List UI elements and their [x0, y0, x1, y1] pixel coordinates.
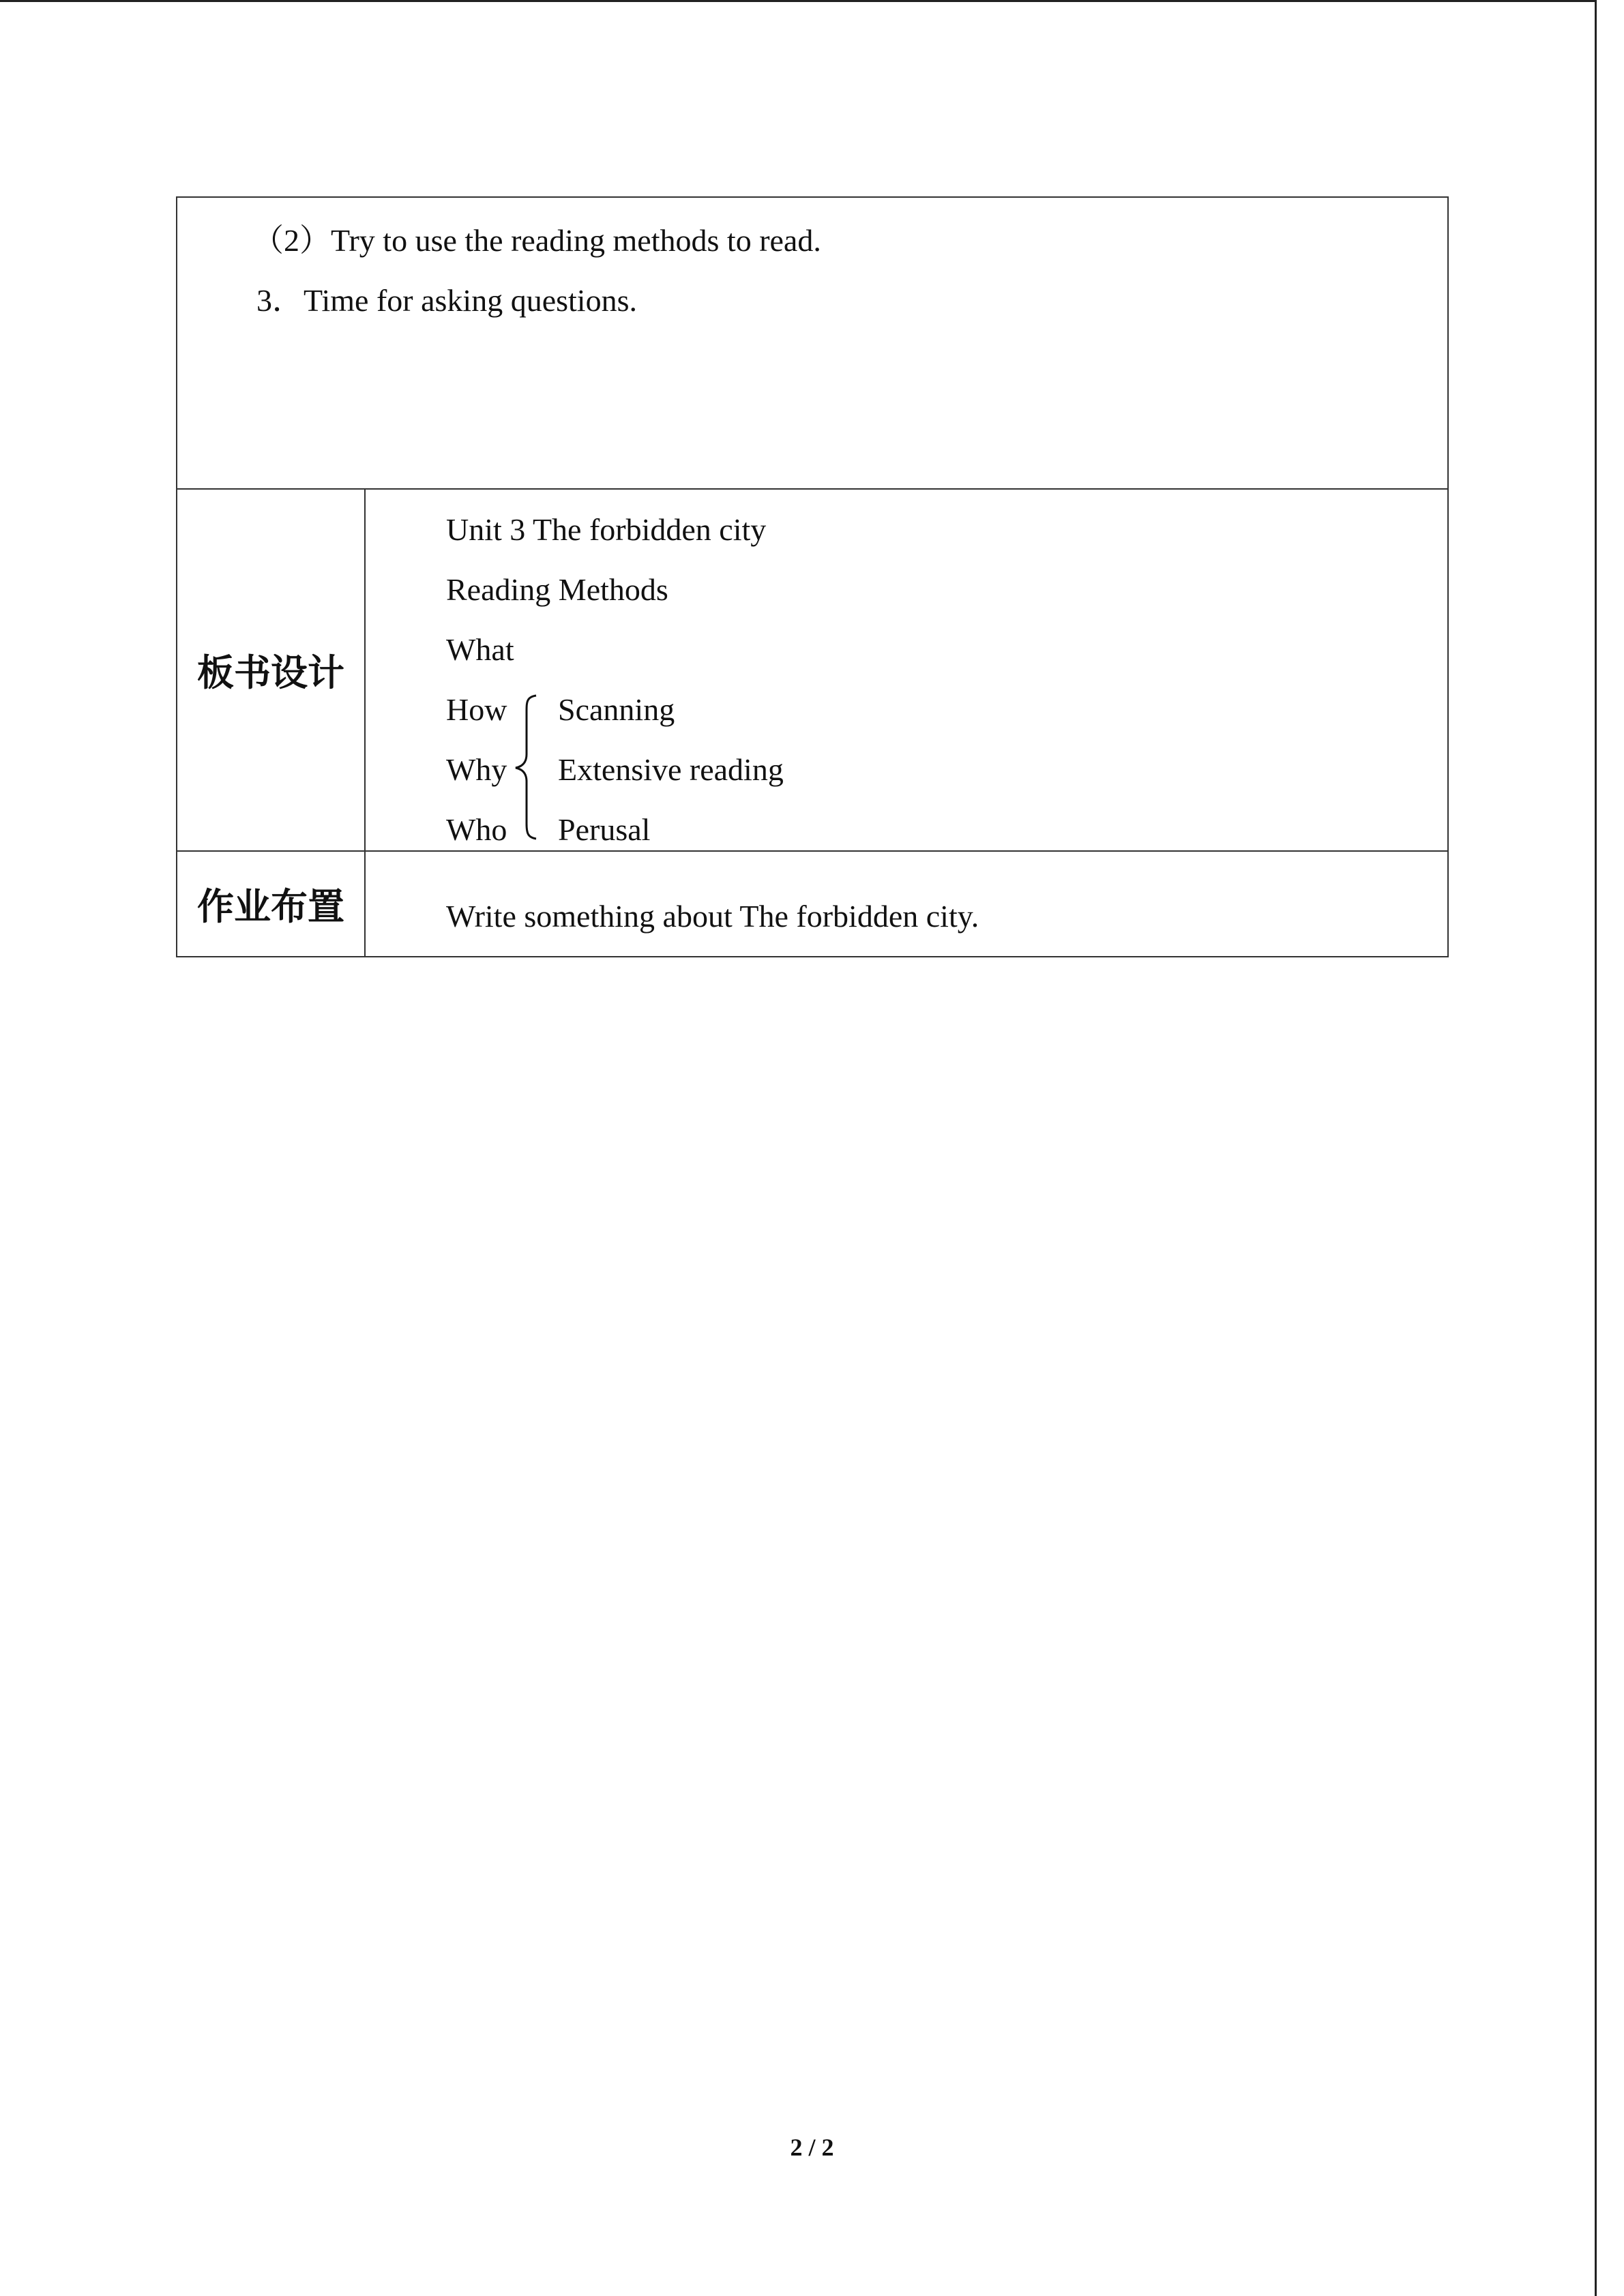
method-extensive-reading: Extensive reading — [558, 752, 784, 787]
board-design-label: 板书设计 — [177, 490, 366, 850]
homework-row — [177, 850, 1447, 956]
board-design-row — [177, 488, 1447, 850]
homework-label: 作业布置 — [177, 852, 366, 956]
homework-content — [366, 852, 1447, 956]
method-scanning: Scanning — [558, 692, 675, 727]
lesson-plan-table — [176, 196, 1449, 957]
question-why: Why — [446, 752, 507, 787]
curly-brace-icon — [510, 691, 544, 848]
board-subtitle: Reading Methods — [446, 572, 668, 607]
process-step-3: 3．Time for asking questions. — [256, 283, 637, 318]
board-title: Unit 3 The forbidden city — [446, 512, 767, 547]
page-number: 2 / 2 — [790, 2134, 834, 2161]
board-design-content — [366, 490, 1447, 850]
homework-text: Write something about The forbidden city. — [446, 899, 979, 934]
teaching-process-row — [177, 198, 1447, 488]
method-perusal: Perusal — [558, 812, 651, 847]
question-who: Who — [446, 812, 507, 847]
question-how: How — [446, 692, 507, 727]
process-step-2: （2）Try to use the reading methods to read. — [252, 223, 821, 258]
question-what: What — [446, 632, 514, 667]
